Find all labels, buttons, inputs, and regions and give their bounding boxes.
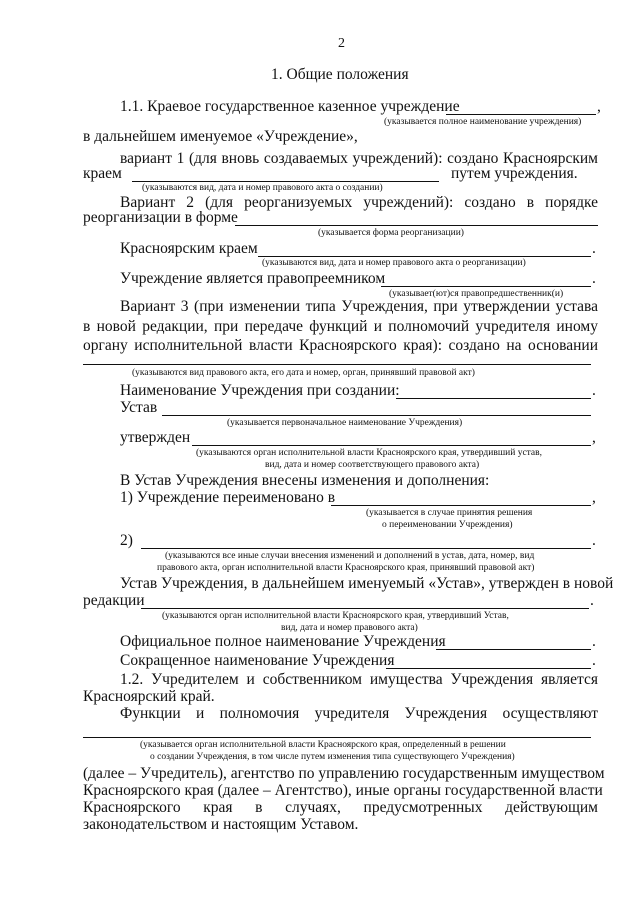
blank-line (83, 737, 591, 738)
blank-line (436, 649, 591, 650)
text-line: 2) (120, 532, 133, 549)
field-note: (указывается орган исполнительной власти Красноярского края, определенный в решении (140, 740, 506, 750)
field-note: (указывается полное наименование учреждения) (384, 117, 582, 127)
field-note: вид, дата и номер правового акта) (281, 623, 418, 633)
punctuation: . (590, 592, 594, 609)
field-note: о переименовании Учреждения) (382, 520, 513, 530)
blank-line (132, 181, 439, 182)
text-line: Официальное полное наименование Учреждения (120, 633, 446, 650)
text-line: Красноярским краем (120, 240, 258, 257)
text-line: краем (83, 165, 122, 182)
blank-line (83, 364, 591, 365)
field-note: (указывается форма реорганизации) (318, 228, 464, 238)
punctuation: , (592, 489, 596, 506)
text-line: реорганизации в форме (83, 209, 238, 226)
text-line: 1.2. Учредителем и собственником имущества Учреждения является (120, 671, 598, 688)
blank-line (381, 286, 591, 287)
blank-line (331, 505, 591, 506)
blank-line (235, 225, 598, 226)
text-line: В Устав Учреждения внесены изменения и дополнения: (120, 472, 490, 489)
blank-line (162, 415, 591, 416)
punctuation: . (592, 532, 596, 549)
text-line: редакции (83, 592, 145, 609)
section-heading: 1. Общие положения (271, 66, 409, 83)
line-1-1: 1.1. Краевое государственное казенное учреждение (120, 98, 460, 115)
punctuation: . (592, 652, 596, 669)
text-line: 1) Учреждение переименовано в (120, 489, 336, 506)
punctuation: , (597, 98, 601, 115)
text-line: Устав (120, 399, 158, 416)
field-note: (указывается первоначальное наименование Учреждения) (227, 418, 463, 428)
punctuation: . (592, 633, 596, 650)
field-note: о создании Учреждения, в том числе путем изменения типа существующего Учреждения) (150, 752, 515, 762)
blank-line (192, 445, 591, 446)
text-line: Сокращенное наименование Учреждения (120, 652, 395, 669)
text-line: Вариант 2 (для реорганизуемых учреждений): создано в порядке (120, 194, 598, 211)
blank-line (141, 548, 591, 549)
field-note: (указываются орган исполнительной власти Красноярского края, утвердивший Устав, (162, 611, 509, 621)
field-note: вид, дата и номер соответствующего правового акта) (265, 460, 480, 470)
field-note: (указывает(ют)ся правопредшественник(и) (389, 289, 564, 299)
text-line: Устав Учреждения, в дальнейшем именуемый «Устав», утвержден в новой (120, 575, 614, 592)
text-line: законодательством и настоящим Уставом. (83, 816, 359, 833)
field-note: (указывается в случае принятия решения (366, 508, 533, 518)
field-note: (указываются вид, дата и номер правового акта о создании) (142, 183, 383, 193)
text-line: путем учреждения. (451, 165, 578, 182)
text-line: Функции и полномочия учредителя Учреждения осуществляют (120, 705, 598, 722)
text-line: Наименование Учреждения при создании: (120, 382, 400, 399)
text-line: Учреждение является правопреемником (120, 270, 386, 287)
text-line: Вариант 3 (при изменении типа Учреждения, при утверждении устава (120, 298, 598, 315)
blank-line (396, 398, 591, 399)
text-line: Красноярский край. (83, 688, 215, 705)
text-line: вариант 1 (для вновь создаваемых учреждений): создано Красноярским (120, 150, 598, 167)
field-note: (указываются вид, дата и номер правового акта о реорганизации) (262, 258, 526, 268)
field-note: (указываются все иные случаи внесения изменений и дополнений в устав, дата, номер, вид (165, 551, 535, 561)
page-number: 2 (338, 36, 345, 51)
field-note: (указываются вид правового акта, его дата и номер, орган, принявший правовой акт) (132, 368, 475, 378)
text-line: в новой редакции, при передаче функций и полномочий учредителя иному (83, 318, 598, 335)
text-line: утвержден (120, 429, 191, 446)
punctuation: . (592, 270, 596, 287)
text-line: Красноярского края (далее – Агентство), иные органы государственной власти (83, 782, 603, 799)
punctuation: , (592, 429, 596, 446)
text-line: (далее – Учредитель), агентство по управлению государственным имуществом (83, 765, 605, 782)
punctuation: . (592, 382, 596, 399)
blank-line (446, 114, 596, 115)
blank-line (141, 608, 589, 609)
blank-line (386, 668, 591, 669)
field-note: правового акта, орган исполнительной власти Красноярского края, принявший правовой акт) (157, 563, 535, 573)
punctuation: . (592, 240, 596, 257)
text-line: Красноярского края в случаях, предусмотренных действующим (83, 799, 598, 816)
blank-line (258, 256, 591, 257)
text-line: в дальнейшем именуемое «Учреждение», (83, 128, 358, 145)
text-line: органу исполнительной власти Красноярского края): создано на основании (83, 337, 598, 354)
field-note: (указываются орган исполнительной власти Красноярского края, утвердивший устав, (196, 448, 543, 458)
